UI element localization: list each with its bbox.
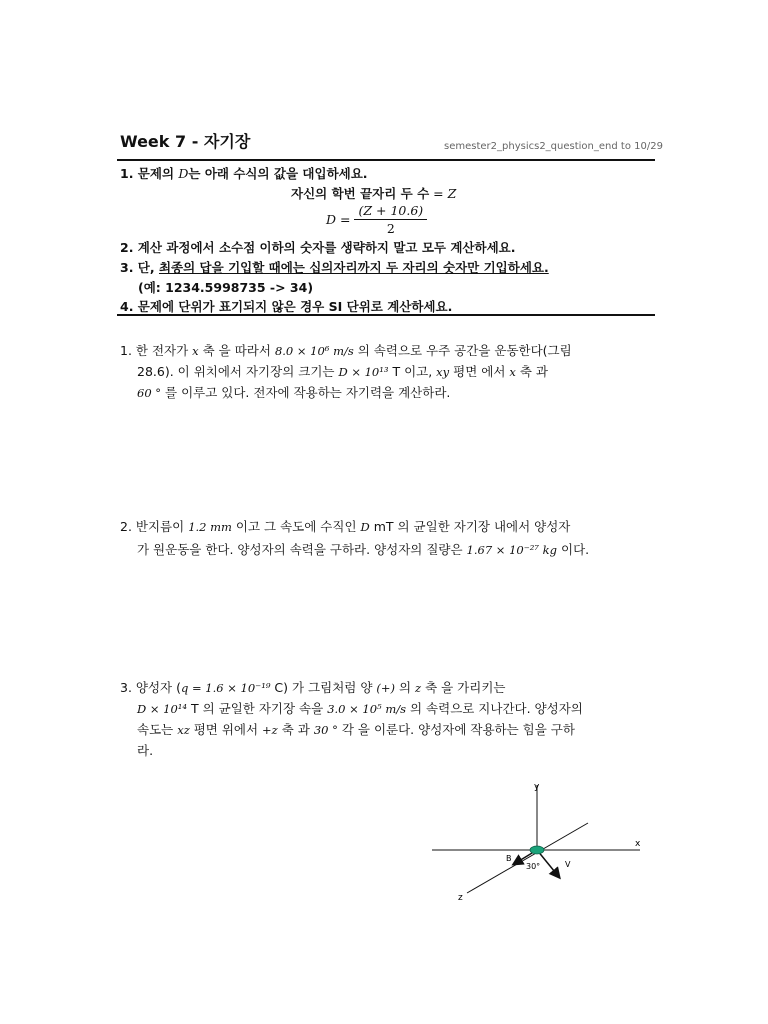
z-axis-label: z — [458, 893, 463, 903]
v-label: V — [565, 860, 571, 869]
header-rule-top — [117, 159, 655, 161]
instruction-3: 3. 단, 최종의 답을 기입할 때에는 십의자리까지 두 자리의 숫자만 기입하세요. — [120, 260, 549, 275]
x-axis-label: x — [635, 839, 641, 849]
b-label: B — [506, 854, 512, 863]
page-title: Week 7 - 자기장 — [120, 132, 251, 151]
velocity-vector — [537, 850, 559, 877]
instruction-4: 4. 문제에 단위가 표기되지 않은 경우 SI 단위로 계산하세요. — [120, 299, 453, 314]
proton-marker — [530, 846, 544, 854]
instruction-1-sub: 자신의 학번 끝자리 두 수 = Z — [291, 186, 457, 201]
instruction-2: 2. 계산 과정에서 소수점 이하의 숫자를 생략하지 말고 모두 계산하세요. — [120, 240, 516, 255]
page-meta: semester2_physics2_question_end to 10/29 — [444, 141, 663, 152]
formula: D = $\frac{(Z + 10.6)}{2}$ — [326, 203, 427, 236]
angle-label: 30° — [526, 862, 541, 871]
z-axis — [467, 823, 588, 893]
axes-figure — [430, 780, 645, 905]
y-axis-label: y — [534, 782, 540, 792]
instruction-3-example: (예: 1234.5998735 -> 34) — [138, 280, 314, 295]
instruction-1: 1. 문제의 D는 아래 수식의 값을 대입하세요. — [120, 166, 368, 181]
instructions-rule-bottom — [117, 314, 655, 316]
